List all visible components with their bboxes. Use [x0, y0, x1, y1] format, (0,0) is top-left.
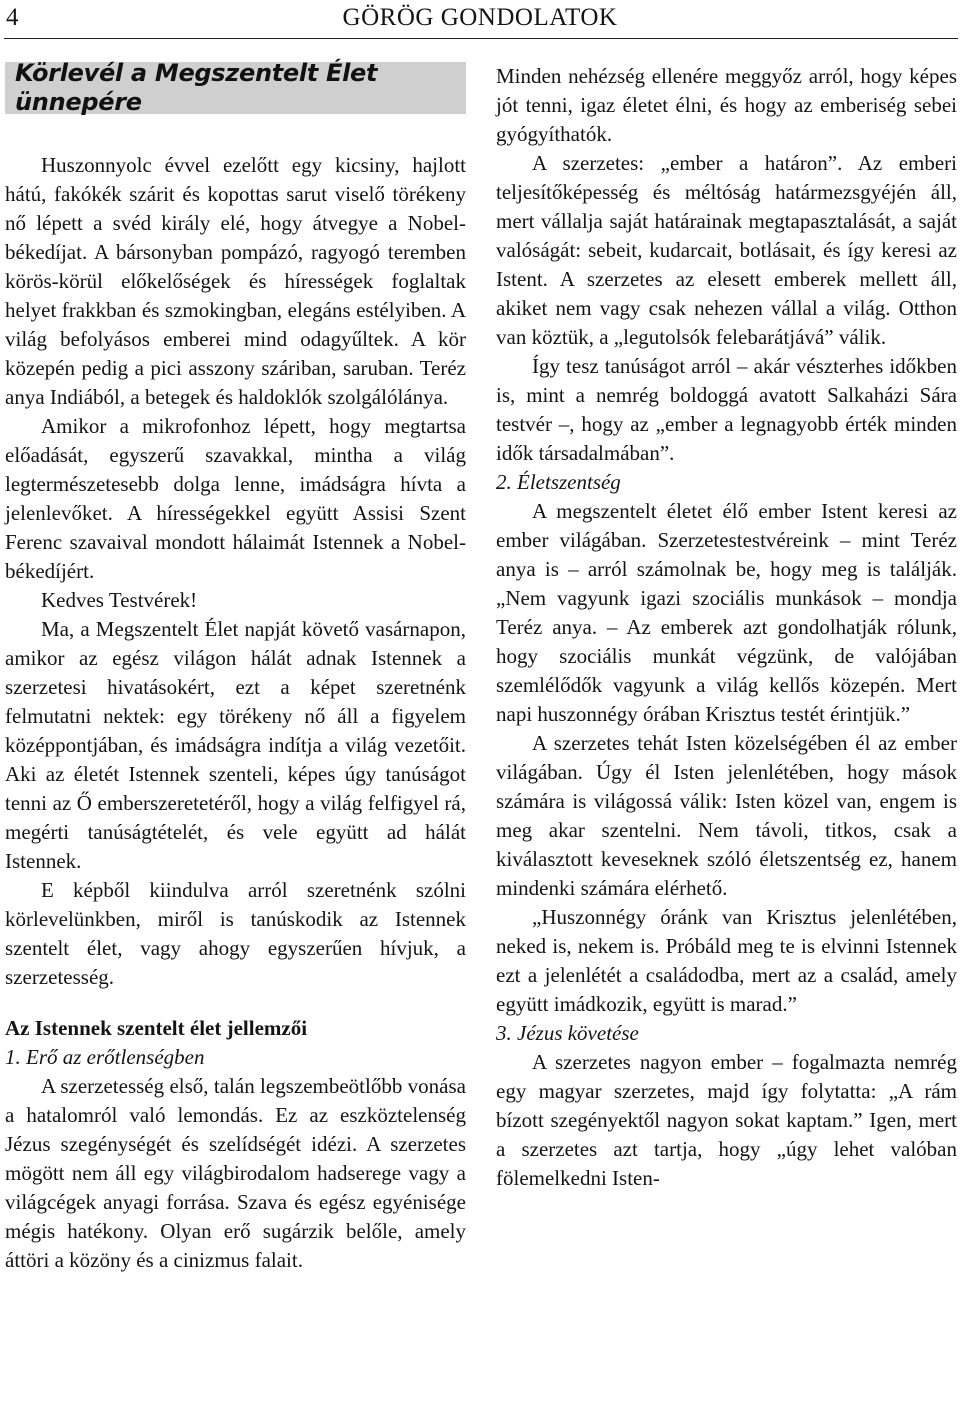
running-title: GÖRÖG GONDOLATOK	[342, 4, 618, 31]
paragraph: A megszentelt életet élő ember Istent keresi az ember világában. Szerzetestestvéreink – mint Teréz anya is – arról számolnak be, hogy meg is találják. „Nem vagyunk igazi szociális munkások – mondja Teréz anya. – Az emberek azt gondolhatják rólunk, hogy szociális munkát végzünk, de valójában szemlélődők vagyunk a világ kellős közepén. Mert napi huszonnégy órában Krisztus testét érintjük.”	[496, 499, 957, 726]
paragraph: Huszonnyolc évvel ezelőtt egy kicsiny, hajlott hátú, fakókék szárit és kopottas sarut viselő törékeny nő lépett a svéd király elé, hogy átvegye a Nobel-békedíjat. A bársonyban pompázó, ragyogó teremben körös-körül előkelőségek és hírességek foglaltak helyet frakkban és szmokingban, elegáns estélyiben. A világ befolyásos emberei mind odagyűltek. A kör közepén pedig a pici asszony száriban, saruban. Teréz anya Indiából, a betegek és haldoklók szolgálólánya.	[5, 153, 466, 409]
page-number: 4	[6, 4, 19, 31]
right-column	[496, 62, 957, 1193]
article-title: Körlevél a Megszentelt Élet ünnepére	[5, 62, 466, 114]
paragraph: A szerzetes nagyon ember – fogalmazta nemrég egy magyar szerzetes, majd így folytatta: „A rám bízott szegényektől nagyon sokat kaptam.” Igen, mert a szerzetes azt tartja, hogy „úgy lehet valóban fölemelkedni Isten-	[496, 1050, 957, 1190]
header-rule	[4, 38, 958, 39]
paragraph: Amikor a mikrofonhoz lépett, hogy megtartsa előadását, egyszerű szavakkal, mintha a világ legtermészetesebb dolga lenne, imádságra hívta a jelenlevőket. A hírességekkel együtt Assisi Szent Ferenc szavaival mondott hálaimát Istennek a Nobel-békedíjért.	[5, 414, 466, 583]
paragraph: Így tesz tanúságot arról – akár vészterhes időkben is, mint a nemrég boldoggá avatott Salkaházi Sára testvér –, hogy az „ember a legnagyobb érték minden idők társadalmában”.	[496, 354, 957, 465]
left-column	[5, 59, 466, 1275]
subsection-heading: 2. Életszentség	[496, 470, 621, 494]
paragraph: Ma, a Megszentelt Élet napját követő vasárnapon, amikor az egész világon hálát adnak Istennek a szerzetesi hivatásokért, ezt a képet szeretnénk felmutatni nektek: egy törékeny nő áll a figyelem középpontjában, és imádságra indítja a világ vezetőit. Aki az életét Istennek szenteli, képes úgy tanúságot tenni az Ő emberszeretetéről, hogy a világ felfigyel rá, megérti tanúságtételét, és vele együtt ad hálát Istennek.	[5, 617, 466, 873]
subsection-heading: 1. Erő az erőtlenségben	[5, 1045, 205, 1069]
salutation: Kedves Testvérek!	[41, 588, 198, 612]
paragraph: E képből kiindulva arról szeretnénk szólni körlevelünkben, miről is tanúskodik az Istennek szentelt élet, vagy ahogy egyszerűen hívjuk, a szerzetesség.	[5, 878, 466, 989]
paragraph: A szerzetes: „ember a határon”. Az emberi teljesítőképesség és méltóság határmezsgyéjén áll, mert vállalja saját határainak megtapasztalását, a saját valóságát: sebeit, kudarcait, botlásait, és így keresi az Istent. A szerzetes az elesett emberek mellett áll, akiket nem vagy csak nehezen vállal a világ. Otthon van köztük, a „legutolsók felebarátjává” válik.	[496, 151, 957, 349]
paragraph: A szerzetesség első, talán legszembeötlőbb vonása a hatalomról való lemondás. Ez az eszköztelenség Jézus szegénységét és szelídségét idézi. A szerzetes mögött nem áll egy világbirodalom hadserege vagy a világcégek anyagi forrása. Szava és egész egyénisége mégis hatékony. Olyan erő sugárzik belőle, amely áttöri a közöny és a cinizmus falait.	[5, 1074, 466, 1272]
section-heading: Az Istennek szentelt élet jellemzői	[5, 1016, 308, 1040]
paragraph: A szerzetes tehát Isten közelségében él az ember világában. Úgy él Isten jelenlétében, hogy mások számára is világossá válik: Isten közel van, engem is meg akar szentelni. Nem távoli, titkos, csak a kiválasztott keveseknek szóló életszentség ez, hanem mindenki számára elérhető.	[496, 731, 957, 900]
paragraph: „Huszonnégy óránk van Krisztus jelenlétében, neked is, nekem is. Próbáld meg te is elvinni Istennek ezt a jelenlétét a családodba, mert az a család, amely együtt imádkozik, együtt is marad.”	[496, 905, 957, 1016]
paragraph: Minden nehézség ellenére meggyőz arról, hogy képes jót tenni, igaz életet élni, és hogy az emberiség sebei gyógyíthatók.	[496, 64, 957, 146]
page-header	[0, 0, 960, 44]
subsection-heading: 3. Jézus követése	[496, 1021, 639, 1045]
